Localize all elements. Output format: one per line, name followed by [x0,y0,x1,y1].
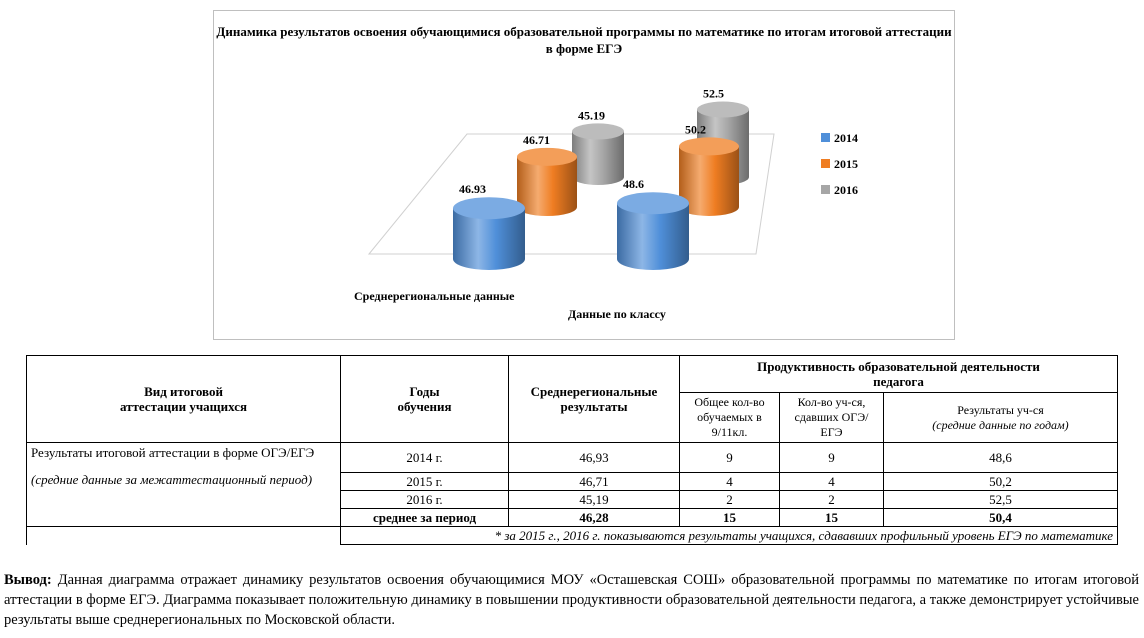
cell-summary-result: 50,4 [884,509,1118,527]
table-footnote: * за 2015 г., 2016 г. показываются результаты учащихся, сдававших профильный уровень ЕГЭ по математике [341,527,1118,545]
bar-2014-1 [617,177,689,270]
header-productivity: Продуктивность образовательной деятельности педагога [680,356,1118,393]
cell-regional: 45,19 [509,491,680,509]
legend-label-2016: 2016 [834,183,858,197]
bar-top [617,192,689,214]
chart-frame [213,10,955,340]
header-results: Результаты уч-ся (средние данные по годам) [884,393,1118,443]
cell-total: 9 [680,443,780,473]
bar-2015-0 [517,133,577,216]
cell-total: 4 [680,473,780,491]
cell-year: 2015 г. [341,473,509,491]
bar-2014-0 [453,182,525,270]
cell-year: 2014 г. [341,443,509,473]
category-label-class: Данные по классу [568,307,666,321]
cell-regional: 46,93 [509,443,680,473]
header-type: Вид итоговой аттестации учащихся [27,356,341,443]
chart-3d-cylinders [214,11,956,341]
cell-regional: 46,71 [509,473,680,491]
bar-top [679,137,739,155]
row-type-cell [27,443,341,527]
conclusion-label: Вывод: [4,572,52,588]
bar-top [572,123,624,139]
cell-summary-passed: 15 [780,509,884,527]
data-label: 50.2 [685,122,706,137]
cell-result: 50,2 [884,473,1118,491]
conclusion-paragraph [4,570,1139,630]
chart-title: Динамика результатов освоения обучающимися образовательной программы по математике по итогам итоговой аттестации в форме ЕГЭ [216,24,952,56]
cell-summary-regional: 46,28 [509,509,680,527]
data-label: 46.93 [459,182,486,197]
bar-top [453,197,525,219]
cell-summary-total: 15 [680,509,780,527]
cell-result: 48,6 [884,443,1118,473]
cell-passed: 9 [780,443,884,473]
header-passed: Кол-во уч-ся, сдавших ОГЭ/ ЕГЭ [780,393,884,443]
type-label: Результаты итоговой аттестации в форме ОГЭ/ЕГЭ [31,445,315,460]
data-label: 45.19 [578,108,605,123]
legend-label-2015: 2015 [834,157,858,171]
legend-swatch-2014 [821,133,830,142]
category-label-regional: Среднерегиональные данные [354,289,515,303]
cell-result: 52,5 [884,491,1118,509]
data-label: 48.6 [623,177,644,192]
type-note: (средние данные за межаттестационный период) [31,472,313,487]
data-label: 52.5 [703,86,724,101]
legend-label-2014: 2014 [834,131,858,145]
bar-2016-0 [572,108,624,185]
header-total-students: Общее кол-во обучаемых в 9/11кл. [680,393,780,443]
bar-top [517,148,577,166]
bar-body [572,131,624,185]
legend-swatch-2016 [821,185,830,194]
bar-top [697,102,749,118]
data-label: 46.71 [523,132,550,147]
cell-total: 2 [680,491,780,509]
header-years: Годы обучения [341,356,509,443]
chart-legend [821,131,858,197]
cell-summary-label: среднее за период [341,509,509,527]
cell-year: 2016 г. [341,491,509,509]
results-table [26,355,1118,545]
header-regional: Среднерегиональные результаты [509,356,680,443]
legend-swatch-2015 [821,159,830,168]
cell-passed: 2 [780,491,884,509]
table-row [27,443,1118,473]
cell-passed: 4 [780,473,884,491]
conclusion-text: Данная диаграмма отражает динамику результатов освоения обучающимися МОУ «Осташевская СОШ» образовательной программы по математике по итогам итоговой аттестации в форме ЕГЭ. Диаграмма показывает положительную динамику в повышении продуктивности образовательной деятельности педагога, а также демонстрирует устойчивые результаты выше среднерегиональных по Московской области. [4,572,1139,628]
